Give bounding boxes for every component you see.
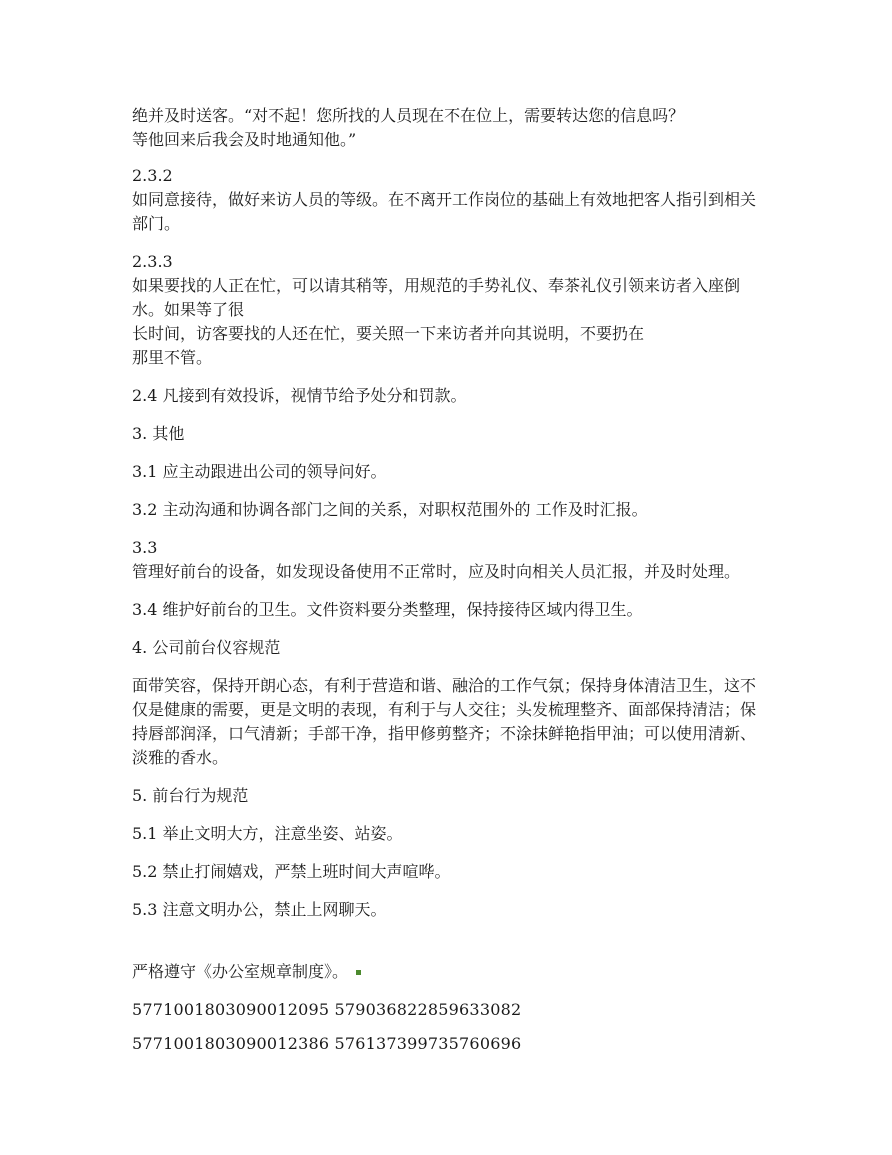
section-3-4: 3.4 维护好前台的卫生。文件资料要分类整理，保持接待区域内得卫生。 [132,600,643,619]
section-text: 管理好前台的设备，如发现设备使用不正常时，应及时向相关人员汇报，并及时处理。 [132,562,741,581]
paragraph-closing-reply: 绝并及时送客。“对不起！您所找的人员现在不在位上，需要转达您的信息吗？ 等他回来后我会及时地通知他。” [132,106,685,149]
section-text: 如同意接待，做好来访人员的等级。在不离开工作岗位的基础上有效地把客人指引到相关部门。 [132,190,757,233]
section-3-1: 3.1 应主动跟进出公司的领导问好。 [132,462,387,481]
section-3-3 [132,536,764,584]
heading-4-appearance: 4. 公司前台仪容规范 [132,638,281,657]
section-number: 2.3.3 [132,252,173,271]
section-number: 3.3 [132,538,158,557]
section-5-2: 5.2 禁止打闹嬉戏，严禁上班时间大声喧哗。 [132,862,451,881]
paragraph-office-rules [132,936,764,984]
section-2-4: 2.4 凡接到有效投诉，视情节给予处分和罚款。 [132,386,467,405]
section-5-3: 5.3 注意文明办公，禁止上网聊天。 [132,900,387,919]
section-text: 如果要找的人正在忙，可以请其稍等，用规范的手势礼仪、奉茶礼仪引领来访者入座倒水。如果等了很 长时间，访客要找的人还在忙，要关照一下来访者并向其说明，不要扔在 那里不管。 [132,276,741,367]
section-2-3-3 [132,250,764,370]
section-5-1: 5.1 举止文明大方，注意坐姿、站姿。 [132,824,403,843]
id-number-line-2: 5771001803090012386 576137399735760696 [132,1034,522,1053]
heading-3-other: 3. 其他 [132,424,185,443]
heading-5-behavior: 5. 前台行为规范 [132,786,249,805]
section-2-3-2 [132,164,764,236]
green-square-mark-icon [356,970,361,975]
section-number: 2.3.2 [132,166,173,185]
office-rules-text: 严格遵守《办公室规章制度》。 [132,962,349,981]
section-3-2: 3.2 主动沟通和协调各部门之间的关系，对职权范围外的 工作及时汇报。 [132,500,648,519]
paragraph-appearance-rules: 面带笑容，保持开朗心态，有利于营造和谐、融洽的工作气氛；保持身体清洁卫生，这不仅是健康的需要，更是文明的表现，有利于与人交往；头发梳理整齐、面部保持清洁；保持唇部润泽，口气清新；手部干净，指甲修剪整齐；不涂抹鲜艳指甲油；可以使用清新、淡雅的香水。 [132,676,757,767]
id-number-line-1: 5771001803090012095 579036822859633082 [132,1000,522,1019]
